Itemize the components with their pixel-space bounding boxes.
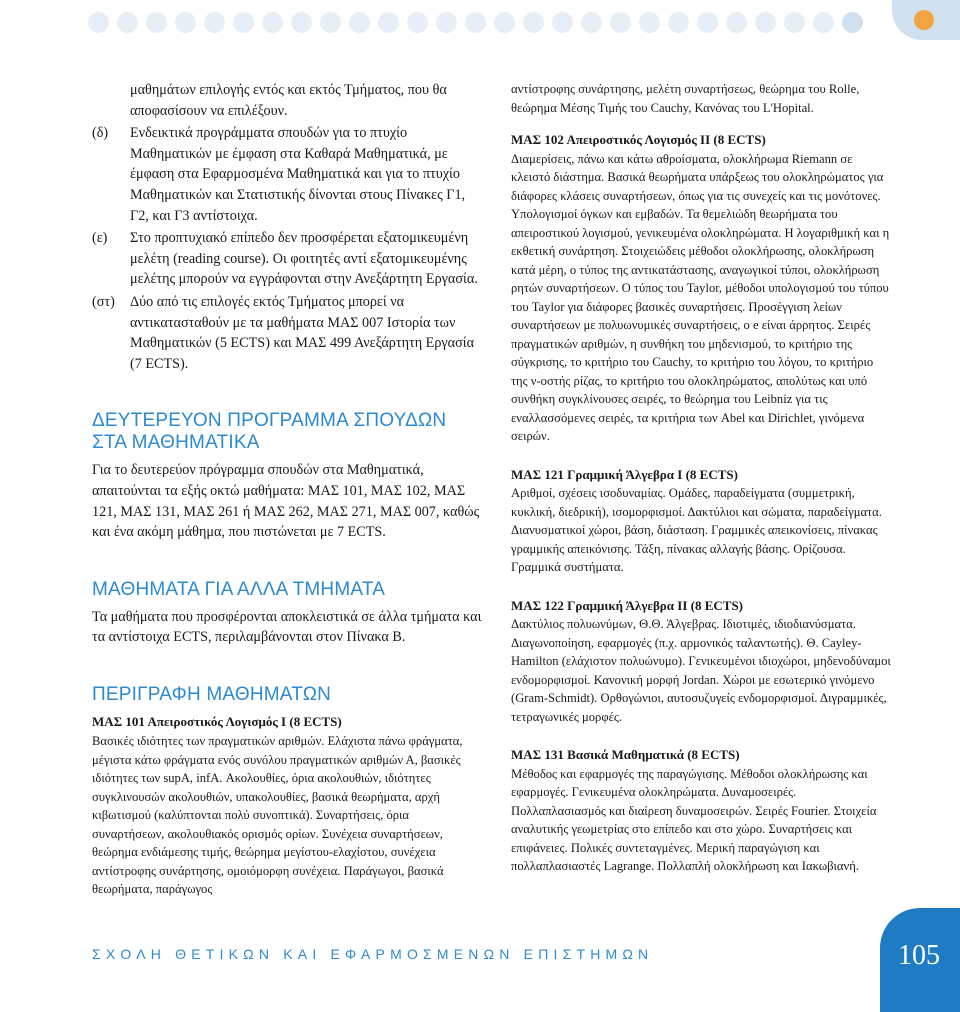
section-heading-secondary-program: ΔΕΥΤΕΡΕΥΟΝ ΠΡΟΓΡΑΜΜΑ ΣΠΟΥΔΩΝ ΣΤΑ ΜΑΘΗΜΑΤΙΚΑ <box>92 410 447 454</box>
dot <box>668 12 689 33</box>
left-column <box>92 80 484 899</box>
dot <box>755 12 776 33</box>
dot <box>291 12 312 33</box>
continuation-text: μαθημάτων επιλογής εντός και εκτός Τμήματος, που θα αποφασίσουν να επιλέξουν. <box>130 82 447 119</box>
dot <box>175 12 196 33</box>
dot <box>465 12 486 33</box>
dot <box>233 12 254 33</box>
continuation-text: αντίστροφης συνάρτησης, μελέτη συναρτήσεως, θεώρημα του Rolle, θεώρημα Μέσης Τιμής του Cauchy, Κανόνας του L'Hopital. <box>511 82 860 115</box>
list-marker: (ε) <box>92 230 108 247</box>
list-text: Ενδεικτικά προγράμματα σπουδών για το πτυχίο Μαθηματικών με έμφαση στα Καθαρά Μαθηματικά, με έμφαση στα Εφαρμοσμένα Μαθηματικά και για το πτυχίο Μαθηματικών και Στατιστικής δίνονται στους Πίνακες Γ1, Γ2, και Γ3 αντίστοιχα. <box>130 125 466 224</box>
course-description: Δακτύλιος πολυωνύμων, Θ.Θ. Άλγεβρας. Ιδιοτιμές, ιδιοδιανύσματα. Διαγωνοποίηση, εφαρμογές (π.χ. αρμονικός ταλαντωτής). Θ. Cayley-Hamilton (ελάχιστον πολυώνυμο). Γενικευμένοι ιδιοχώροι, μηδενοδύναμοι ενδομορφισμοί. Κανονική μορφή Jordan. Χώροι με εσωτερικό γινόμενο (Gram-Schmidt). Ορθογώνιοι, αυτοσυζυγείς ενδομορφισμοί. Διγραμμικές, τετραγωνικές μορφές. <box>511 617 891 724</box>
dot <box>813 12 834 33</box>
section-heading-course-descriptions: ΠΕΡΙΓΡΑΦΗ ΜΑΘΗΜΑΤΩΝ <box>92 683 332 705</box>
dot <box>378 12 399 33</box>
dot <box>610 12 631 33</box>
list-item <box>92 123 484 226</box>
other-departments-text: Τα μαθήματα που προσφέρονται αποκλειστικά σε άλλα τμήματα και τα αντίστοιχα ECTS, περιλαμβάνονται στον Πίνακα Β. <box>92 608 482 646</box>
dot <box>320 12 341 33</box>
dot <box>842 12 863 33</box>
list-item <box>92 228 484 290</box>
dot <box>639 12 660 33</box>
course-title: ΜΑΣ 101 Απειροστικός Λογισμός Ι (8 ECTS) <box>92 713 342 729</box>
list-item <box>92 292 484 374</box>
page-number: 105 <box>898 940 940 971</box>
course-title: ΜΑΣ 102 Απειροστικός Λογισμός ΙΙ (8 ECTS) <box>511 132 766 147</box>
dot <box>407 12 428 33</box>
course-description: Μέθοδος και εφαρμογές της παραγώγισης. Μέθοδοι ολοκλήρωσης και εφαρμογές. Γενικευμένα ολοκληρώματα. Δυναμοσειρές. Πολλαπλασιασμός και διαίρεση δυναμοσειρών. Σειρές Fourier. Στοιχεία αναλυτικής γεωμετρίας στο επίπεδο και στο χώρο. Συναρτήσεις και επιφάνειες. Πολικές συντεταγμένες. Μερική παραγώγιση και πολλαπλασιαστές Lagrange. Πολλαπλή ολοκλήρωση και Ιακωβιανή. <box>511 766 877 873</box>
section-heading-other-departments: ΜΑΘΗΜΑΤΑ ΓΙΑ ΑΛΛΑ ΤΜΗΜΑΤΑ <box>92 578 386 600</box>
dot <box>552 12 573 33</box>
dot <box>697 12 718 33</box>
dot <box>262 12 283 33</box>
list-marker: (δ) <box>92 125 109 142</box>
course-title: ΜΑΣ 122 Γραμμική Άλγεβρα ΙΙ (8 ECTS) <box>511 597 744 613</box>
dot <box>436 12 457 33</box>
dot <box>349 12 370 33</box>
dot <box>784 12 805 33</box>
list-text: Δύο από τις επιλογές εκτός Τμήματος μπορεί να αντικατασταθούν με τα μαθήματα ΜΑΣ 007 Ιστορία των Μαθηματικών (5 ECTS) και ΜΑΣ 499 Ανεξάρτητη Εργασία (7 ECTS). <box>130 293 475 372</box>
course-title: ΜΑΣ 131 Βασικά Μαθηματικά (8 ECTS) <box>511 747 740 762</box>
dot <box>117 12 138 33</box>
course-description: Βασικές ιδιότητες των πραγματικών αριθμών. Ελάχιστα πάνω φράγματα, μέγιστα κάτω φράγματα ενός συνόλου πραγματικών αριθμών Α, βασικές ιδιότητες των supA, infA. Ακολουθίες, όρια ακολουθιών, ιδιότητες συγκλινουσών ακολουθιών, υπακολουθίες, βασικά θεωρήματα, αρχή κιβωτισμού (καλύπτονται πολύ συνοπτικά). Συναρτήσεις, όρια συναρτήσεων, ακολουθιακός ορισμός ορίων. Συνέχεια συναρτήσεων, θεώρημα ενδιάμεσης τιμής, θεώρημα μεγίστου-ελαχίστου, συνέχεια αντίστροφης συνάρτησης, ομοιόμορφη συνέχεια. Παράγωγοι, βασικά θεωρήματα, παράγωγος <box>92 734 463 897</box>
right-column <box>511 80 891 876</box>
dot <box>88 12 109 33</box>
course-title: ΜΑΣ 121 Γραμμική Άλγεβρα Ι (8 ECTS) <box>511 466 738 482</box>
course-description: Αριθμοί, σχέσεις ισοδυναμίας. Ομάδες, παραδείγματα (συμμετρική, κυκλική, διεδρική), ισομορφισμοί. Δακτύλιοι και σώματα, παραδείγματα. Διανυσματικοί χώροι, βάση, διάσταση. Γραμμικές απεικονίσεις, πίνακας γραμμικής απεικόνισης. Τάξη, πίνακας αλλαγής βάσης. Ορίζουσα. Γραμμικά συστήματα. <box>511 486 882 574</box>
dot <box>726 12 747 33</box>
school-name: ΣΧΟΛΗ ΘΕΤΙΚΩΝ ΚΑΙ ΕΦΑΡΜΟΣΜΕΝΩΝ ΕΠΙΣΤΗΜΩΝ <box>92 946 654 962</box>
orange-dot-icon <box>914 10 934 30</box>
secondary-program-text: Για το δευτερεύον πρόγραμμα σπουδών στα Μαθηματικά, απαιτούνται τα εξής οκτώ μαθήματα: ΜΑΣ 101, ΜΑΣ 102, ΜΑΣ 121, ΜΑΣ 131, ΜΑΣ 261 ή ΜΑΣ 262, ΜΑΣ 271, ΜΑΣ 007, καθώς και ένα ακόμη μάθημα, που πιστώνεται με 7 ECTS. <box>92 462 480 541</box>
dot <box>581 12 602 33</box>
dot <box>494 12 515 33</box>
list-marker: (στ) <box>92 293 115 310</box>
dot <box>146 12 167 33</box>
course-description: Διαμερίσεις, πάνω και κάτω αθροίσματα, ολοκλήρωμα Riemann σε κλειστό διάστημα. Βασικά θεωρήματα υπάρξεως του ολοκληρώματος για διάφορες κλάσεις συναρτήσεων, όπως για τις συνεχείς και τις μονότονες. Υπολογισμοί όγκων και εμβαδών. Τα θεμελιώδη θεωρήματα του απειροστικού λογισμού, γενικευμένα ολοκληρώματα. Η λογαριθμική και η εκθετική συνάρτηση. Στοιχειώδεις μέθοδοι ολοκλήρωσης, ολοκλήρωση κατά μέρη, ο τύπος της αντικατάστασης, αναγωγικοί τύποι, ολοκλήρωση ρητών συναρτήσεων. Ο τύπος του Taylor, μέθοδοι υπολογισμού του τύπου του Taylor για διάφορες βασικές συναρτήσεις. Προσέγγιση λείων συναρτήσεων με πολυωνυμικές συναρτήσεις, ο e είναι άρρητος. Σειρές πραγματικών αριθμών, η συνθήκη του μηδενισμού, το κριτήριο της σύγκρισης, το κριτήριο του Cauchy, το κριτήριο του λόγου, το κριτήριο της ν-οστής ρίζας, το κριτήριο του ολοκληρώματος, απολύτως και υπό συνθήκη συγκλίνουσες σειρές, το θεώρημα του Leibniz για τις εναλλασσόμενες σειρές, τα κριτήρια των Abel και Dirichlet, γινόμενα σειρών. <box>511 151 890 443</box>
dot <box>204 12 225 33</box>
decorative-dot-row <box>88 8 960 36</box>
dot <box>523 12 544 33</box>
list-text: Στο προπτυχιακό επίπεδο δεν προσφέρεται εξατομικευμένη μελέτη (reading course). Οι φοιτητές αντί εξατομικευμένης μελέτης μπορούν να εγγράφονται στην Ανεξάρτητη Εργασία. <box>130 230 478 288</box>
